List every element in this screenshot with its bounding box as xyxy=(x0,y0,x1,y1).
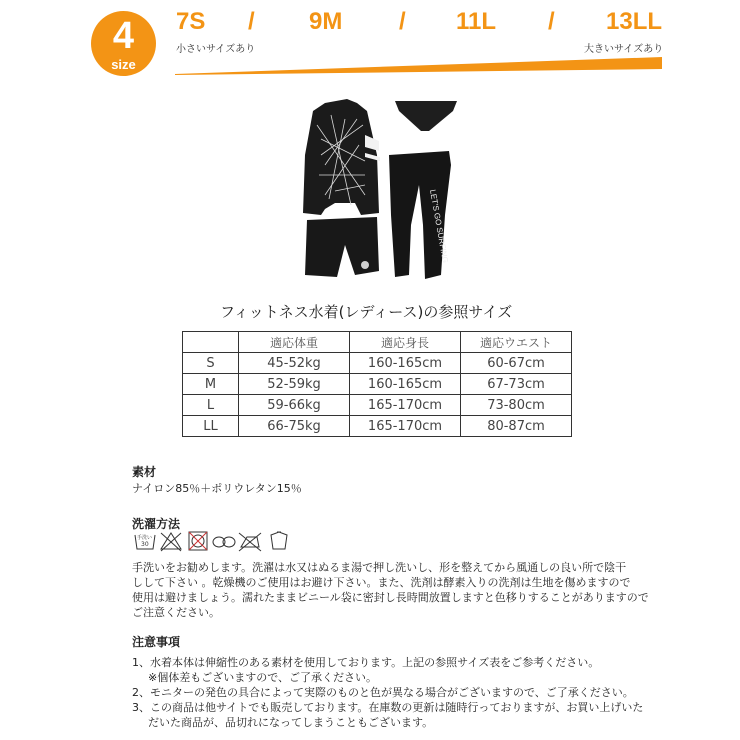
dry-clean-icon xyxy=(213,537,235,547)
table-cell: 45-52kg xyxy=(239,353,350,374)
table-cell: 73-80cm xyxy=(461,395,572,416)
note-line-3: 3、この商品は他サイトでも販売しております。在庫数の更新は随時行っておりますが、お買い上げいた xyxy=(132,701,644,714)
table-cell: M xyxy=(183,374,239,395)
table-cell: 165-170cm xyxy=(350,416,461,437)
small-size-note: 小さいサイズあり xyxy=(176,44,256,55)
table-cell: LL xyxy=(183,416,239,437)
washing-line-1: 手洗いをお勧めします。洗濯は水又はぬるま湯で押し洗いし、形を整えてから風通しの良い所で陰干 xyxy=(132,561,627,574)
table-cell: 160-165cm xyxy=(350,353,461,374)
washing-line-4: ご注意ください。 xyxy=(132,606,220,619)
washing-line-3: 使用は避けましょう。濡れたままビニール袋に密封し長時間放置しますと色移りすることがありますので xyxy=(132,591,649,604)
washing-line-2: しして下さい 。乾燥機のご使用はお避け下さい。また、洗剤は酵素入りの洗剤は生地を傷めますので xyxy=(132,576,631,589)
table-cell: 66-75kg xyxy=(239,416,350,437)
note-line-1: 1、水着本体は伸縮性のある素材を使用しております。上記の参照サイズ表をご参考ください。 xyxy=(132,656,600,669)
size-label-13ll: 13LL xyxy=(606,8,663,35)
note-line-1-sub: ※個体差もございますので、ご了承ください。 xyxy=(148,671,377,684)
table-cell: S xyxy=(183,353,239,374)
no-bleach-icon xyxy=(161,533,181,551)
notes-heading: 注意事項 xyxy=(132,635,181,649)
table-cell: 67-73cm xyxy=(461,374,572,395)
material-heading: 素材 xyxy=(132,465,157,479)
no-tumble-dry-icon xyxy=(189,532,207,550)
table-cell: L xyxy=(183,395,239,416)
swimwear-set-photo xyxy=(285,95,475,285)
size-scale-bar xyxy=(175,53,662,75)
badge-word: size xyxy=(111,57,136,72)
size-label-9m: 9M xyxy=(309,8,343,35)
table-header-cell: 適応身長 xyxy=(350,332,461,353)
size-table-title: フィットネス水着(レディース)の参照サイズ xyxy=(220,303,513,321)
hand-wash-30-icon xyxy=(135,534,155,549)
no-iron-icon xyxy=(239,533,261,551)
badge-number: 4 xyxy=(112,15,135,57)
size-reference-table xyxy=(182,331,572,437)
note-line-3-cont: だいた商品が、品切れになってしまうこともございます。 xyxy=(148,716,434,729)
note-line-2: 2、モニターの発色の具合によって実際のものと色が異なる場合がございますので、ご了承ください。 xyxy=(132,686,634,699)
table-header-cell: 適応体重 xyxy=(239,332,350,353)
table-cell: 165-170cm xyxy=(350,395,461,416)
table-header-cell: 適応ウエスト xyxy=(461,332,572,353)
table-header-cell xyxy=(183,332,239,353)
size-label-11l: 11L xyxy=(456,8,497,35)
table-row xyxy=(183,374,572,395)
hand-wash-label: 手洗い xyxy=(137,535,153,541)
table-row xyxy=(183,395,572,416)
large-size-note: 大きいサイズあり xyxy=(584,44,664,55)
material-text: ナイロン85％＋ポリウレタン15％ xyxy=(132,482,302,495)
size-separator: / xyxy=(399,8,406,35)
leggings-print-text: LET'S GO SURFING xyxy=(428,188,450,264)
table-cell: 52-59kg xyxy=(239,374,350,395)
table-row xyxy=(183,416,572,437)
washing-heading: 洗濯方法 xyxy=(132,517,181,531)
size-count-badge xyxy=(91,11,156,76)
wash-temperature-label: 30 xyxy=(141,541,149,548)
table-cell: 60-67cm xyxy=(461,353,572,374)
size-label-7s: 7S xyxy=(176,8,206,35)
care-symbols xyxy=(133,529,293,553)
size-separator: / xyxy=(548,8,555,35)
size-separator: / xyxy=(248,8,255,35)
table-row xyxy=(183,353,572,374)
table-header-row xyxy=(183,332,572,353)
table-cell: 80-87cm xyxy=(461,416,572,437)
table-cell: 59-66kg xyxy=(239,395,350,416)
table-cell: 160-165cm xyxy=(350,374,461,395)
hang-dry-icon xyxy=(271,532,287,549)
